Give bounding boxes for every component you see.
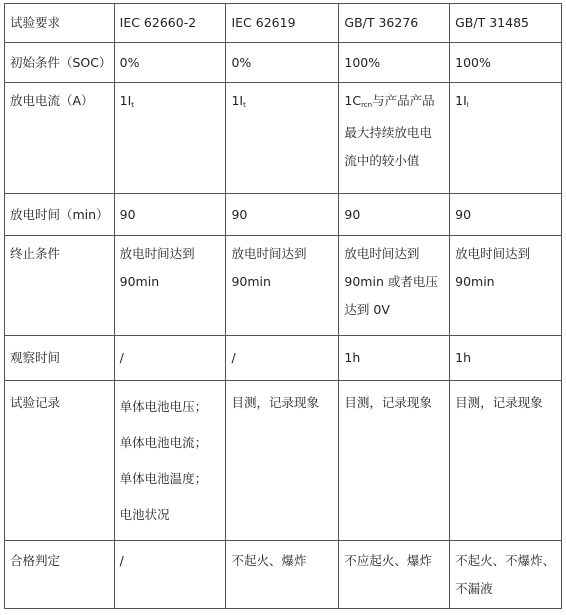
record-cell: 目测，记录现象 <box>450 381 562 541</box>
row-label-observe: 观察时间 <box>5 336 115 381</box>
record-cell: 目测，记录现象 <box>339 381 450 541</box>
record-line: 电池状况 <box>119 507 170 522</box>
current-subscript: rcn <box>361 101 373 109</box>
current-cell <box>339 83 450 194</box>
end-line: 放电时间达到 <box>231 246 307 261</box>
judge-cell: 不应起火、爆炸 <box>339 541 450 609</box>
header-iec-62619: IEC 62619 <box>226 4 339 43</box>
end-line: 放电时间达到 <box>119 246 195 261</box>
end-cell <box>339 236 450 336</box>
end-line: 放电时间达到 <box>455 246 531 261</box>
end-cell <box>114 236 226 336</box>
current-subscript: I <box>466 101 469 109</box>
row-label-end: 终止条件 <box>5 236 115 336</box>
observe-row <box>5 336 562 381</box>
standards-table <box>4 3 562 609</box>
end-line: 90min <box>231 274 271 289</box>
current-cell <box>226 83 339 194</box>
judge-line: 不漏液 <box>455 581 493 596</box>
end-cell <box>226 236 339 336</box>
current-value: 1I <box>231 93 244 108</box>
time-cell: 90 <box>450 194 562 236</box>
time-cell: 90 <box>339 194 450 236</box>
record-line: 单体电池温度； <box>119 471 208 486</box>
soc-row <box>5 43 562 83</box>
header-gbt-36276: GB/T 36276 <box>339 4 450 43</box>
end-line: 放电时间达到 <box>344 246 420 261</box>
header-row <box>5 4 562 43</box>
current-cell <box>114 83 226 194</box>
time-cell: 90 <box>114 194 226 236</box>
end-cell <box>450 236 562 336</box>
header-gbt-31485: GB/T 31485 <box>450 4 562 43</box>
current-value: 1C <box>344 93 362 108</box>
current-row <box>5 83 562 194</box>
current-subscript: t <box>243 101 246 109</box>
judge-row <box>5 541 562 609</box>
observe-cell: / <box>226 336 339 381</box>
header-iec-62660-2: IEC 62660-2 <box>114 4 226 43</box>
soc-cell: 0% <box>114 43 226 83</box>
record-cell <box>114 381 226 541</box>
current-text: 与产品产品 <box>372 93 435 108</box>
soc-cell: 100% <box>339 43 450 83</box>
row-label-judge: 合格判定 <box>5 541 115 609</box>
record-row <box>5 381 562 541</box>
time-row <box>5 194 562 236</box>
end-line: 达到 0V <box>344 302 390 317</box>
observe-cell: / <box>114 336 226 381</box>
header-requirement: 试验要求 <box>5 4 115 43</box>
end-row <box>5 236 562 336</box>
current-line: 最大持续放电电 <box>344 125 432 140</box>
observe-cell: 1h <box>450 336 562 381</box>
current-value: 1I <box>119 93 132 108</box>
observe-cell: 1h <box>339 336 450 381</box>
time-cell: 90 <box>226 194 339 236</box>
record-line: 单体电池电流； <box>119 435 208 450</box>
end-line: 90min <box>119 274 160 289</box>
current-line <box>344 87 444 119</box>
current-value: 1I <box>455 93 467 108</box>
judge-cell <box>450 541 562 609</box>
soc-cell: 0% <box>226 43 339 83</box>
current-line: 流中的较小值 <box>344 153 420 168</box>
soc-cell: 100% <box>450 43 562 83</box>
current-subscript: t <box>131 101 135 109</box>
end-line: 90min <box>455 274 495 289</box>
end-line: 90min 或者电压 <box>344 274 438 289</box>
judge-line: 不起火、不爆炸、 <box>455 553 556 568</box>
judge-cell: 不起火、爆炸 <box>226 541 339 609</box>
judge-cell: / <box>114 541 226 609</box>
record-line: 单体电池电压； <box>119 399 208 414</box>
row-label-current: 放电电流（A） <box>5 83 115 194</box>
row-label-soc: 初始条件（SOC） <box>5 43 115 83</box>
record-cell: 目测，记录现象 <box>226 381 339 541</box>
row-label-record: 试验记录 <box>5 381 115 541</box>
current-cell <box>450 83 562 194</box>
row-label-time: 放电时间（min） <box>5 194 115 236</box>
